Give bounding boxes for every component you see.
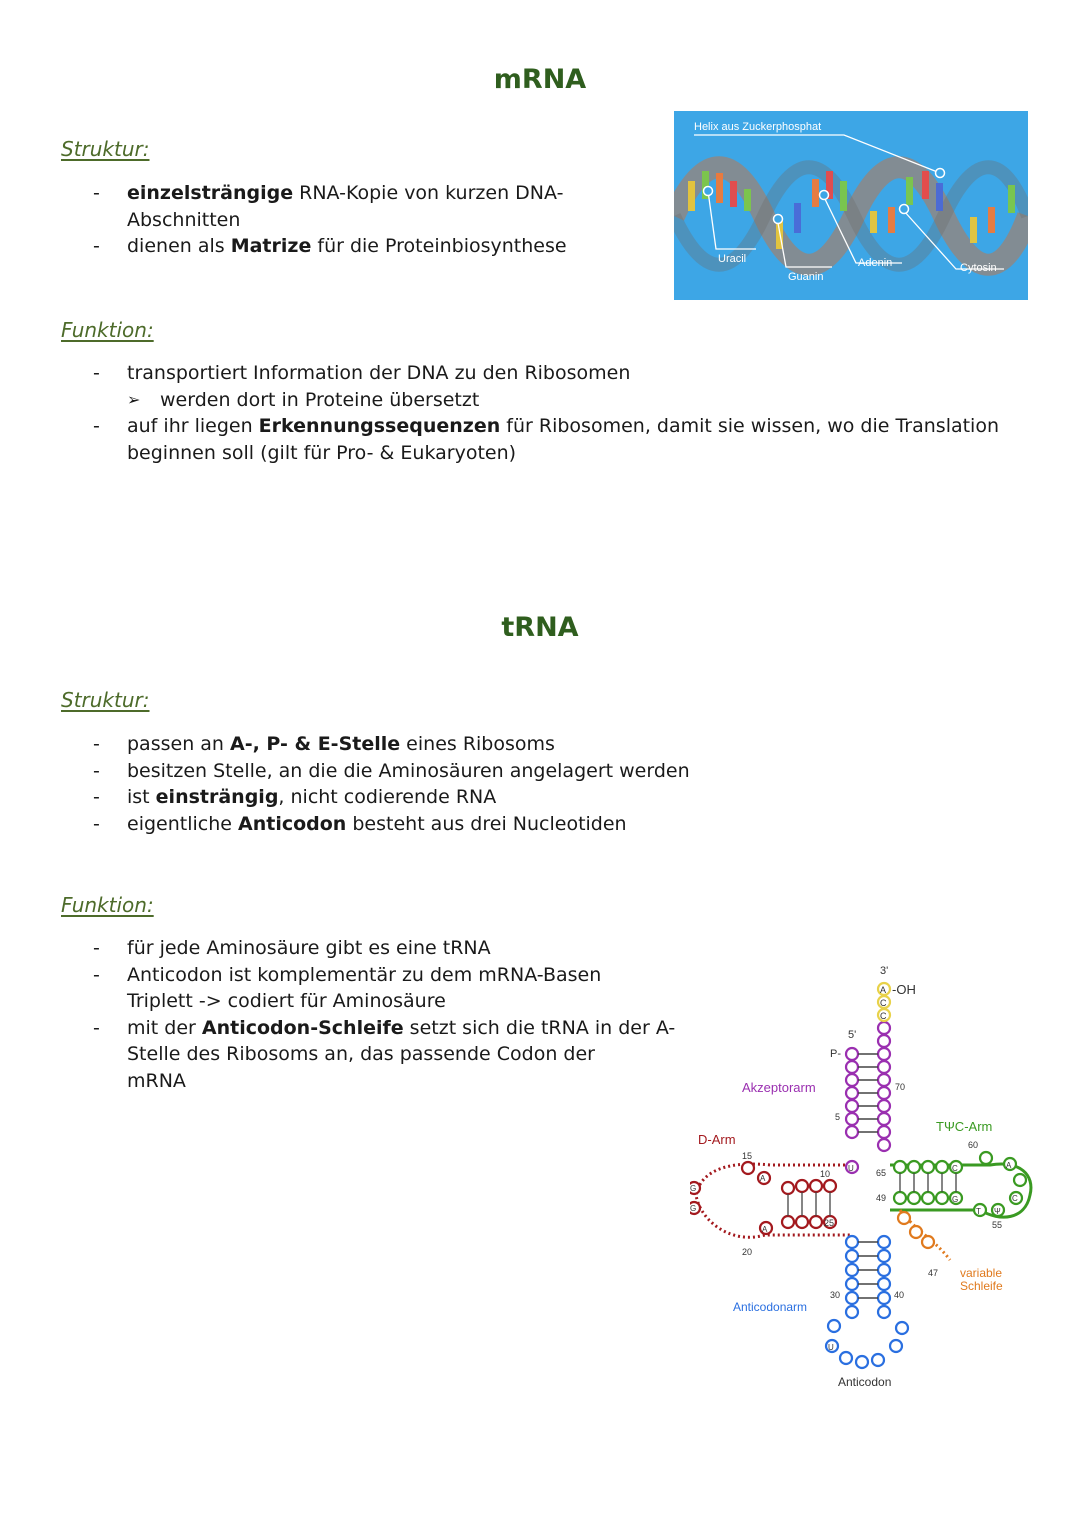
list-item: - mit der Anticodon-Schleife setzt sich die tRNA in der A- Stelle des Ribosoms an, das passende Codon der mRNA <box>0 1015 680 1095</box>
svg-text:T: T <box>976 1207 981 1216</box>
rna-helix-image <box>674 111 1028 300</box>
trna-struktur-heading: Struktur: <box>61 688 150 712</box>
mrna-funktion-list <box>0 360 1000 466</box>
num-70: 70 <box>895 1082 906 1092</box>
helix-label: Helix aus Zuckerphosphat <box>694 121 822 133</box>
list-item: - ist einsträngig, nicht codierende RNA <box>0 784 760 811</box>
anticodon-label: Anticodon <box>838 1375 892 1389</box>
anticodonarm-label: Anticodonarm <box>733 1300 808 1314</box>
list-item: - Anticodon ist komplementär zu dem mRNA-Basen Triplett -> codiert für Aminosäure <box>0 962 680 1015</box>
list-item: - einzelsträngige RNA-Kopie von kurzen DNA- Abschnitten <box>0 180 640 233</box>
d-arm-label: D-Arm <box>698 1132 736 1147</box>
num-55: 55 <box>992 1220 1003 1230</box>
svg-text:A: A <box>1006 1161 1012 1170</box>
oh-label: -OH <box>892 982 916 997</box>
cytosin-label: Cytosin <box>960 262 997 274</box>
trna-title: tRNA <box>501 612 579 643</box>
schleife-label: Schleife <box>960 1279 1003 1293</box>
svg-text:C: C <box>880 998 887 1008</box>
svg-text:A: A <box>760 1174 766 1183</box>
svg-text:C: C <box>1012 1194 1018 1203</box>
list-item: - transportiert Information der DNA zu den Ribosomen <box>0 360 1000 387</box>
trna-funktion-heading: Funktion: <box>61 893 154 917</box>
mrna-funktion-heading: Funktion: <box>61 318 154 342</box>
svg-text:A: A <box>762 1225 768 1234</box>
svg-text:C: C <box>880 1011 887 1021</box>
mrna-struktur-heading: Struktur: <box>61 137 150 161</box>
num-40: 40 <box>894 1290 905 1300</box>
svg-text:C: C <box>952 1164 958 1173</box>
num-30: 30 <box>830 1290 841 1300</box>
uracil-label: Uracil <box>718 253 747 265</box>
svg-text:G: G <box>952 1195 959 1204</box>
tpsic-arm-label: TΨC-Arm <box>936 1119 993 1134</box>
list-item: - besitzen Stelle, an die die Aminosäuren angelagert werden <box>0 758 760 785</box>
guanin-label: Guanin <box>788 271 824 283</box>
trna-struktur-list <box>0 731 760 837</box>
akzeptorarm-label: Akzeptorarm <box>742 1080 816 1095</box>
num-47: 47 <box>928 1268 939 1278</box>
num-65: 65 <box>876 1168 887 1178</box>
adenin-label: Adenin <box>858 257 893 269</box>
variable-label: variable <box>960 1266 1003 1280</box>
list-item: - auf ihr liegen Erkennungssequenzen für Ribosomen, damit sie wissen, wo die Translation beginnen soll (gilt für Pro- & Eukaryoten) <box>0 413 1000 466</box>
num-15: 15 <box>742 1151 753 1161</box>
svg-text:U: U <box>848 1164 854 1173</box>
svg-text:Ψ: Ψ <box>994 1207 1001 1216</box>
svg-text:A: A <box>880 985 887 995</box>
list-item: ➢ werden dort in Proteine übersetzt <box>0 387 1000 414</box>
num-25: 25 <box>824 1218 835 1228</box>
trna-cloverleaf-diagram <box>690 960 1040 1400</box>
num-20: 20 <box>742 1247 753 1257</box>
list-item: - passen an A-, P- & E-Stelle eines Ribosoms <box>0 731 760 758</box>
svg-text:G: G <box>690 1204 697 1213</box>
three-prime-label: 3' <box>880 965 889 977</box>
num-49: 49 <box>876 1193 887 1203</box>
list-item: - für jede Aminosäure gibt es eine tRNA <box>0 935 680 962</box>
trna-funktion-list <box>0 935 680 1094</box>
svg-text:U: U <box>828 1343 834 1352</box>
p-label: P- <box>830 1048 841 1060</box>
five-prime-label: 5' <box>848 1029 857 1041</box>
mrna-title: mRNA <box>493 64 587 95</box>
mrna-struktur-list <box>0 180 640 260</box>
num-10: 10 <box>820 1169 831 1179</box>
num-60: 60 <box>968 1140 979 1150</box>
num-5: 5 <box>835 1112 841 1122</box>
list-item: - eigentliche Anticodon besteht aus drei Nucleotiden <box>0 811 760 838</box>
list-item: - dienen als Matrize für die Proteinbiosynthese <box>0 233 640 260</box>
svg-text:G: G <box>690 1184 697 1193</box>
